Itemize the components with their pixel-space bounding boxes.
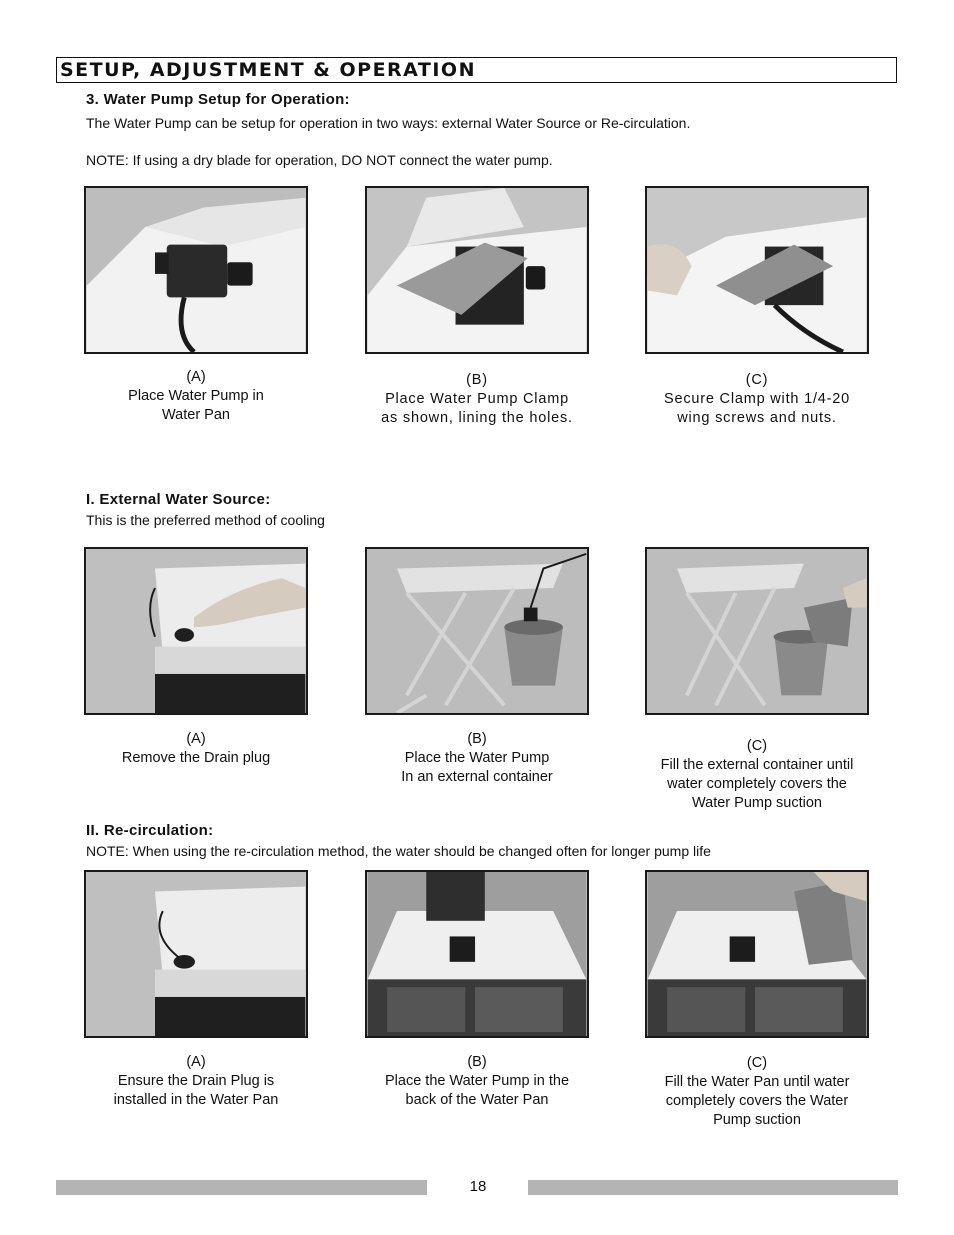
caption-external-a: (A) Remove the Drain plug [121,731,271,766]
photo-pump-back-of-pan [365,870,589,1038]
caption-setup-c: (C) Secure Clamp with 1/4-20 wing screws and nuts. [663,372,851,426]
photo-pump-clamp [365,186,589,354]
external-heading: I. External Water Source: [86,491,271,508]
photo-remove-drain-plug [84,547,308,715]
footer-bar-right [528,1180,898,1195]
page-title: SETUP, ADJUSTMENT & OPERATION [60,59,476,81]
caption-setup-a: (A) Place Water Pump in Water Pan [128,369,264,423]
photo-pump-external-container [365,547,589,715]
caption-recirc-c: (C) Fill the Water Pan until water completely covers the Water Pump suction [664,1055,850,1128]
recirc-heading: II. Re-circulation: [86,822,214,839]
recirc-note: NOTE: When using the re-circulation method, the water should be changed often for longer pump life [86,843,711,859]
caption-recirc-b: (B) Place the Water Pump in the back of the Water Pan [384,1054,570,1108]
setup-intro: The Water Pump can be setup for operation in two ways: external Water Source or Re-circulation. [86,115,691,131]
external-intro: This is the preferred method of cooling [86,512,325,528]
photo-pump-in-pan [84,186,308,354]
footer-bar-left [56,1180,427,1195]
photo-fill-external-container [645,547,869,715]
caption-external-b: (B) Place the Water Pump In an external container [401,731,553,785]
page-number: 18 [469,1178,487,1195]
photo-fill-water-pan [645,870,869,1038]
photo-drain-plug-installed [84,870,308,1038]
caption-external-c: (C) Fill the external container until water completely covers the Water Pump suction [660,738,854,811]
setup-heading: 3. Water Pump Setup for Operation: [86,91,350,108]
caption-setup-b: (B) Place Water Pump Clamp as shown, lining the holes. [381,372,573,426]
setup-note: NOTE: If using a dry blade for operation, DO NOT connect the water pump. [86,152,553,168]
photo-secure-clamp [645,186,869,354]
caption-recirc-a: (A) Ensure the Drain Plug is installed in the Water Pan [113,1054,279,1108]
